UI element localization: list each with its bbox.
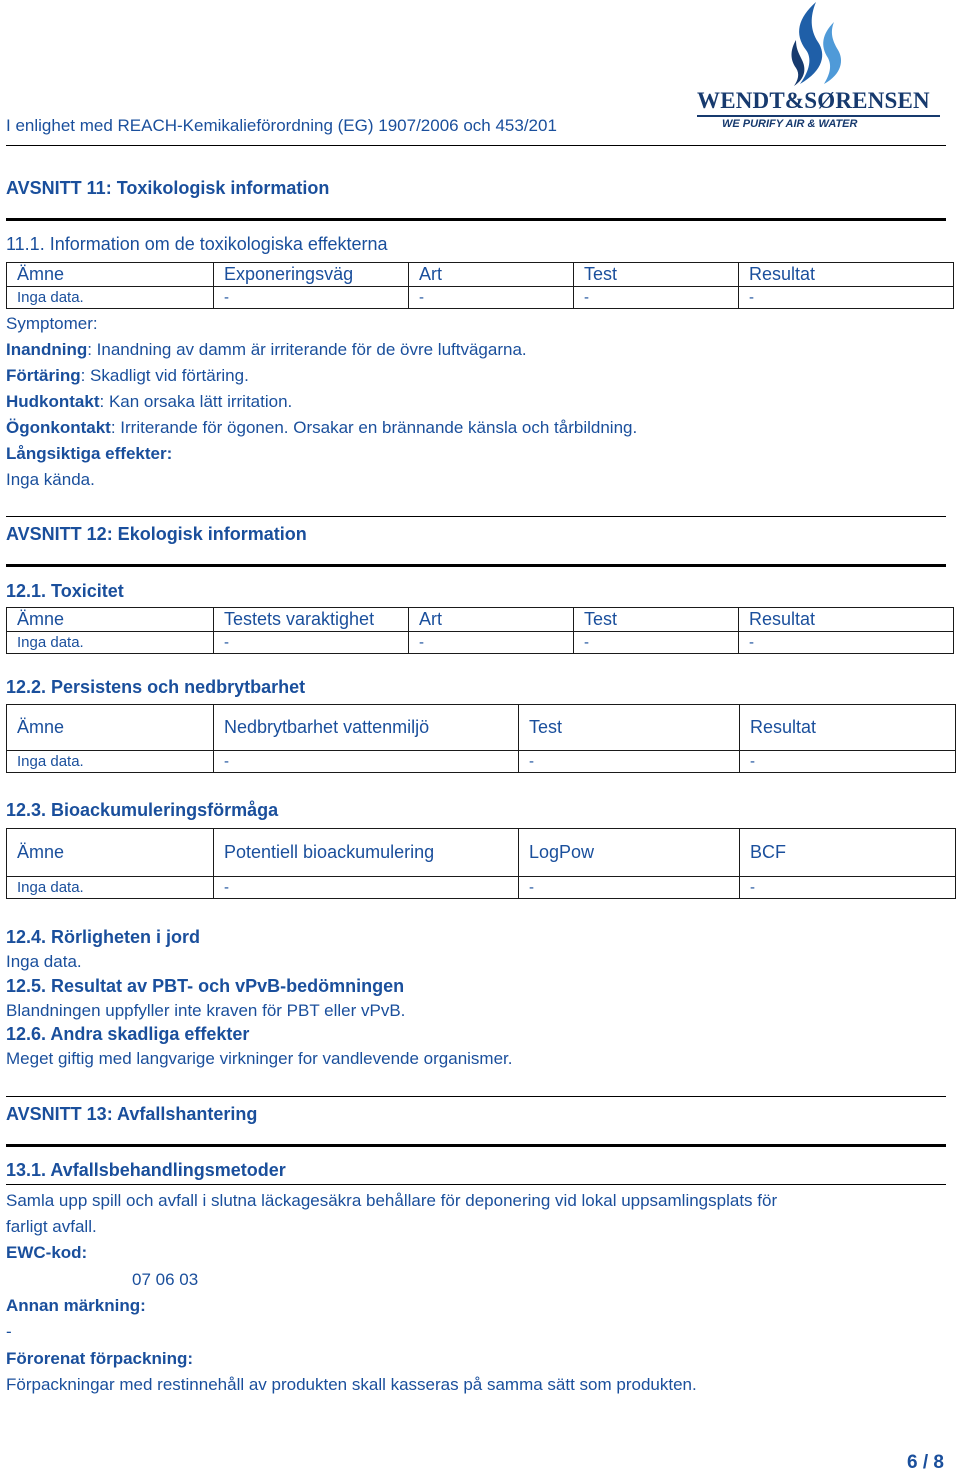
toxicity-table bbox=[6, 607, 954, 654]
long-term-effects-label: Långsiktiga effekter: bbox=[6, 444, 173, 463]
table-header-cell: Ämne bbox=[7, 608, 214, 632]
table-cell: - bbox=[574, 632, 739, 654]
table-row bbox=[7, 877, 956, 899]
logo-tagline: WE PURIFY AIR & WATER bbox=[722, 118, 858, 130]
disposal-methods-line-2: farligt avfall. bbox=[6, 1217, 97, 1236]
table-cell: - bbox=[519, 751, 740, 773]
section-11-divider bbox=[6, 218, 946, 221]
table-cell: - bbox=[409, 287, 574, 309]
section-13-top-divider bbox=[6, 1096, 946, 1097]
section-13-divider bbox=[6, 1144, 946, 1147]
inhalation-text: : Inandning av damm är irriterande för de övre luftvägarna. bbox=[87, 340, 527, 359]
section-12-divider bbox=[6, 564, 946, 567]
logo-wordmark: WENDT&SØRENSEN bbox=[697, 88, 930, 113]
disposal-methods-line-1: Samla upp spill och avfall i slutna läckagesäkra behållare för deponering vid lokal uppsamlingsplats för bbox=[6, 1191, 778, 1210]
table-header-row bbox=[7, 829, 956, 877]
long-term-effects-text: Inga kända. bbox=[6, 470, 95, 489]
table-header-cell: Resultat bbox=[739, 608, 954, 632]
section-12-5-title: 12.5. Resultat av PBT- och vPvB-bedömningen bbox=[6, 976, 405, 996]
table-cell: - bbox=[519, 877, 740, 899]
table-cell: - bbox=[214, 877, 519, 899]
table-header-cell: Ämne bbox=[7, 263, 214, 287]
skin-contact-line bbox=[6, 392, 292, 412]
symptoms-label: Symptomer: bbox=[6, 314, 98, 333]
section-12-4-text: Inga data. bbox=[6, 952, 82, 971]
logo-underline bbox=[697, 115, 940, 117]
bioaccumulation-table bbox=[6, 828, 956, 899]
header-divider bbox=[6, 145, 946, 146]
section-12-top-divider bbox=[6, 516, 946, 517]
toxicology-table bbox=[6, 262, 954, 309]
flame-logo-icon bbox=[694, 0, 944, 90]
section-12-5-text: Blandningen uppfyller inte kraven för PBT eller vPvB. bbox=[6, 1001, 406, 1020]
table-header-cell: Ämne bbox=[7, 829, 214, 877]
section-12-title: AVSNITT 12: Ekologisk information bbox=[6, 524, 307, 544]
table-cell: - bbox=[214, 632, 409, 654]
section-12-2-title: 12.2. Persistens och nedbrytbarhet bbox=[6, 677, 306, 697]
inhalation-line bbox=[6, 340, 527, 360]
ingestion-label: Förtäring bbox=[6, 366, 81, 385]
section-12-3-title: 12.3. Bioackumuleringsförmåga bbox=[6, 800, 279, 820]
section-11-title: AVSNITT 11: Toxikologisk information bbox=[6, 178, 330, 198]
eye-contact-line bbox=[6, 418, 637, 438]
table-header-cell: BCF bbox=[740, 829, 956, 877]
section-13-1-title: 13.1. Avfallsbehandlingsmetoder bbox=[6, 1160, 286, 1180]
table-header-cell: Testets varaktighet bbox=[214, 608, 409, 632]
table-header-row bbox=[7, 705, 956, 751]
table-header-cell: Test bbox=[519, 705, 740, 751]
persistence-table bbox=[6, 704, 956, 773]
eye-contact-label: Ögonkontakt bbox=[6, 418, 111, 437]
eye-contact-text: : Irriterande för ögonen. Orsakar en brännande känsla och tårbildning. bbox=[110, 418, 638, 437]
table-header-cell: Nedbrytbarhet vattenmiljö bbox=[214, 705, 519, 751]
table-header-row bbox=[7, 608, 954, 632]
section-12-4-title: 12.4. Rörligheten i jord bbox=[6, 927, 201, 947]
table-header-cell: Art bbox=[409, 263, 574, 287]
table-header-cell: Resultat bbox=[740, 705, 956, 751]
table-cell: - bbox=[409, 632, 574, 654]
section-13-1-underline bbox=[6, 1184, 946, 1185]
table-cell: Inga data. bbox=[7, 287, 214, 309]
ewc-code-label: EWC-kod: bbox=[6, 1243, 88, 1262]
ingestion-text: : Skadligt vid förtäring. bbox=[80, 366, 249, 385]
other-marking-label: Annan märkning: bbox=[6, 1296, 146, 1315]
table-header-cell: Exponeringsväg bbox=[214, 263, 409, 287]
table-header-cell: Test bbox=[574, 263, 739, 287]
table-cell: Inga data. bbox=[7, 751, 214, 773]
table-cell: - bbox=[739, 287, 954, 309]
table-header-cell: LogPow bbox=[519, 829, 740, 877]
table-cell: - bbox=[739, 632, 954, 654]
table-header-row bbox=[7, 263, 954, 287]
regulation-header: I enlighet med REACH-Kemikalieförordning (EG) 1907/2006 och 453/201 bbox=[6, 116, 557, 135]
other-marking-value: - bbox=[6, 1322, 12, 1341]
table-cell: Inga data. bbox=[7, 632, 214, 654]
table-header-cell: Potentiell bioackumulering bbox=[214, 829, 519, 877]
table-row bbox=[7, 287, 954, 309]
page-number: 6 / 8 bbox=[907, 1452, 944, 1473]
table-cell: - bbox=[574, 287, 739, 309]
ewc-code-value: 07 06 03 bbox=[132, 1270, 199, 1289]
table-header-cell: Test bbox=[574, 608, 739, 632]
section-13-title: AVSNITT 13: Avfallshantering bbox=[6, 1104, 258, 1124]
table-cell: Inga data. bbox=[7, 877, 214, 899]
section-12-6-title: 12.6. Andra skadliga effekter bbox=[6, 1024, 250, 1044]
table-row bbox=[7, 751, 956, 773]
skin-contact-text: : Kan orsaka lätt irritation. bbox=[99, 392, 293, 411]
table-header-cell: Art bbox=[409, 608, 574, 632]
table-header-cell: Resultat bbox=[739, 263, 954, 287]
table-cell: - bbox=[740, 751, 956, 773]
contaminated-packaging-label: Förorenat förpackning: bbox=[6, 1349, 194, 1368]
table-row bbox=[7, 632, 954, 654]
table-header-cell: Ämne bbox=[7, 705, 214, 751]
section-12-6-text: Meget giftig med langvarige virkninger for vandlevende organismer. bbox=[6, 1049, 513, 1068]
section-11-1-title: 11.1. Information om de toxikologiska effekterna bbox=[6, 234, 388, 254]
table-cell: - bbox=[214, 751, 519, 773]
inhalation-label: Inandning bbox=[6, 340, 88, 359]
skin-contact-label: Hudkontakt bbox=[6, 392, 100, 411]
table-cell: - bbox=[214, 287, 409, 309]
contaminated-packaging-text: Förpackningar med restinnehåll av produkten skall kasseras på samma sätt som produkten. bbox=[6, 1375, 697, 1394]
ingestion-line bbox=[6, 366, 249, 386]
section-12-1-title: 12.1. Toxicitet bbox=[6, 581, 124, 601]
table-cell: - bbox=[740, 877, 956, 899]
